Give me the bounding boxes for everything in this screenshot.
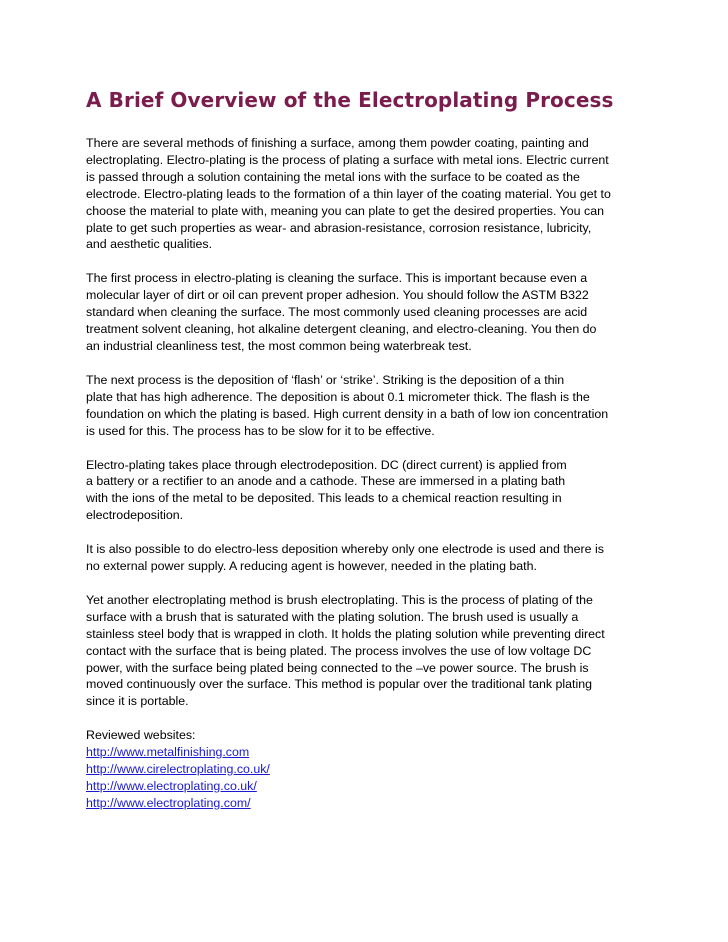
- paragraph-line: choose the material to plate with, meaning you can plate to get the desired properties. You can: [86, 203, 604, 218]
- paragraph-line: standard when cleaning the surface. The most commonly used cleaning processes are acid: [86, 305, 588, 320]
- body-paragraph: [86, 372, 656, 440]
- paragraph-line: electrodeposition.: [86, 508, 184, 523]
- reference-link[interactable]: http://www.electroplating.com/: [86, 795, 251, 810]
- paragraph-line: an industrial cleanliness test, the most common being waterbreak test.: [86, 338, 472, 353]
- paragraph-line: stainless steel body that is wrapped in cloth. It holds the plating solution while preventing direct: [86, 626, 605, 641]
- paragraph-line: It is also possible to do electro-less deposition whereby only one electrode is used and there is: [86, 542, 604, 557]
- references-list: [86, 744, 656, 812]
- paragraph-line: since it is portable.: [86, 694, 189, 709]
- document-title: A Brief Overview of the Electroplating Process: [86, 88, 614, 112]
- paragraph-line: contact with the surface that is being plated. The process involves the use of low voltage DC: [86, 643, 592, 658]
- paragraph-line: power, with the surface being plated being connected to the –ve power source. The brush is: [86, 660, 589, 675]
- paragraph-line: Electro-plating takes place through electrodeposition. DC (direct current) is applied from: [86, 457, 567, 472]
- reference-link[interactable]: http://www.cirelectroplating.co.uk/: [86, 762, 270, 777]
- body-paragraph: [86, 135, 656, 253]
- document-body: [86, 135, 656, 710]
- paragraph-line: Yet another electroplating method is brush electroplating. This is the process of plating of the: [86, 592, 593, 607]
- paragraph-line: foundation on which the plating is based. High current density in a bath of low ion concentration: [86, 406, 609, 421]
- paragraph-line: plate that has high adherence. The deposition is about 0.1 micrometer thick. The flash is the: [86, 389, 590, 404]
- paragraph-line: is passed through a solution containing the metal ions with the surface to be coated as the: [86, 169, 580, 184]
- paragraph-line: plate to get such properties as wear- and abrasion-resistance, corrosion resistance, lubricity,: [86, 220, 592, 235]
- paragraph-line: is used for this. The process has to be slow for it to be effective.: [86, 423, 435, 438]
- paragraph-line: surface with a brush that is saturated with the plating solution. The brush used is usually a: [86, 609, 579, 624]
- paragraph-line: The next process is the deposition of ‘flash’ or ‘strike’. Striking is the deposition of a thin: [86, 372, 565, 387]
- paragraph-line: electrode. Electro-plating leads to the formation of a thin layer of the coating material. You get to: [86, 186, 611, 201]
- body-paragraph: [86, 592, 656, 710]
- body-paragraph: [86, 541, 656, 575]
- paragraph-line: no external power supply. A reducing agent is however, needed in the plating bath.: [86, 559, 537, 574]
- reference-link[interactable]: http://www.electroplating.co.uk/: [86, 779, 257, 793]
- document-page: [86, 86, 656, 812]
- paragraph-line: treatment solvent cleaning, hot alkaline detergent cleaning, and electro-cleaning. You then do: [86, 322, 597, 337]
- paragraph-line: moved continuously over the surface. This method is popular over the traditional tank plating: [86, 677, 593, 692]
- paragraph-line: molecular layer of dirt or oil can prevent proper adhesion. You should follow the ASTM B322: [86, 288, 589, 303]
- paragraph-line: electroplating. Electro-plating is the process of plating a surface with metal ions. Electric current: [86, 152, 609, 167]
- body-paragraph: [86, 270, 656, 355]
- reference-link[interactable]: http://www.metalfinishing.com: [86, 745, 250, 760]
- paragraph-line: The first process in electro-plating is cleaning the surface. This is important because even a: [86, 271, 588, 286]
- references-section: [86, 727, 656, 812]
- paragraph-line: There are several methods of finishing a surface, among them powder coating, painting and: [86, 136, 589, 150]
- paragraph-line: and aesthetic qualities.: [86, 237, 213, 252]
- references-heading: Reviewed websites:: [86, 728, 196, 743]
- paragraph-line: a battery or a rectifier to an anode and a cathode. These are immersed in a plating bath: [86, 474, 566, 489]
- body-paragraph: [86, 457, 656, 525]
- paragraph-line: with the ions of the metal to be deposited. This leads to a chemical reaction resulting in: [86, 491, 562, 506]
